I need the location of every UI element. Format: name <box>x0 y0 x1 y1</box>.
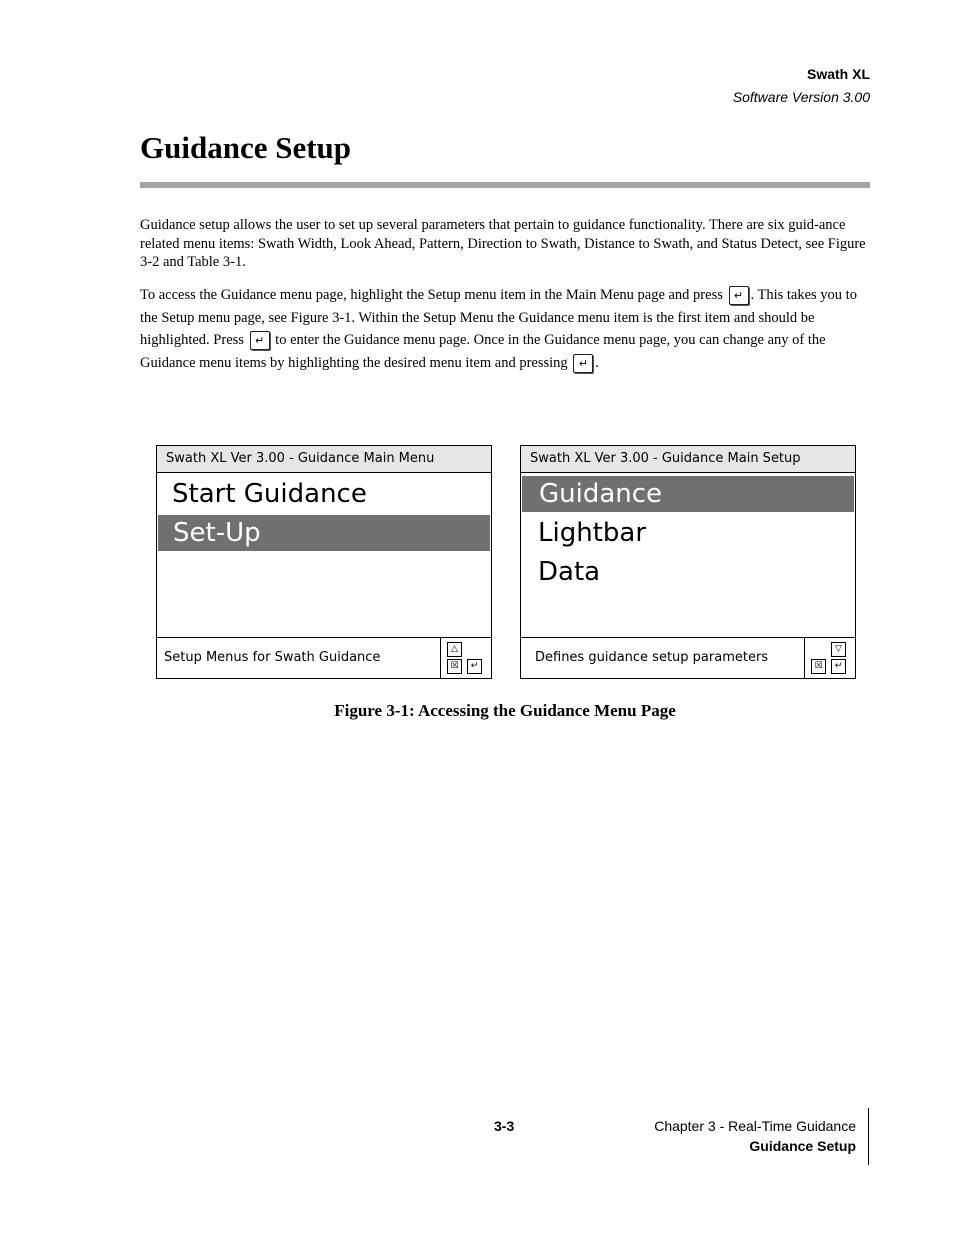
footer-icons <box>804 638 855 678</box>
screen-title: Swath XL Ver 3.00 - Guidance Main Setup <box>521 446 855 473</box>
main-menu-screen <box>156 445 492 679</box>
menu-item-lightbar[interactable]: Lightbar <box>538 518 647 548</box>
up-arrow-icon[interactable]: △ <box>447 642 462 657</box>
menu-item-start-guidance[interactable]: Start Guidance <box>172 479 367 509</box>
intro-paragraph: Guidance setup allows the user to set up several parameters that pertain to guidance functionality. There are six guid-ance related menu items: Swath Width, Look Ahead, Pattern, Direction to Swath, Distance to Swath, and Status Detect, see Figure 3-2 and Table 3-1. <box>140 217 866 270</box>
down-arrow-icon[interactable]: ▽ <box>831 642 846 657</box>
access-text-4: . <box>595 354 599 371</box>
menu-item-set-up[interactable]: Set-Up <box>158 515 490 551</box>
cancel-x-icon[interactable]: ☒ <box>447 659 462 674</box>
figure-caption: Figure 3-1: Accessing the Guidance Menu Page <box>334 701 676 720</box>
enter-key-icon: ↵ <box>729 286 749 305</box>
footer-section: Guidance Setup <box>749 1138 856 1154</box>
footer-rule <box>868 1108 869 1165</box>
menu-item-guidance[interactable]: Guidance <box>522 476 854 512</box>
enter-key-icon[interactable]: ↵ <box>831 659 846 674</box>
header-version: Software Version 3.00 <box>732 89 870 105</box>
menu-item-data[interactable]: Data <box>538 557 601 587</box>
enter-key-icon: ↵ <box>573 354 593 373</box>
access-text-2: . This takes you to the Setup menu page, see Figure 3-1. Within the Setup Menu the Guidance menu item is the first item and should be highlighted. Press <box>140 287 857 348</box>
access-text-1: To access the Guidance menu page, highlight the Setup menu item in the Main Menu page and press <box>140 287 723 303</box>
screen-footer <box>157 637 491 678</box>
main-setup-screen <box>520 445 856 679</box>
enter-key-icon: ↵ <box>250 331 270 350</box>
screen-title: Swath XL Ver 3.00 - Guidance Main Menu <box>157 446 491 473</box>
footer-help-text: Defines guidance setup parameters <box>535 650 769 665</box>
page-number: 3-3 <box>494 1118 515 1134</box>
access-paragraph <box>140 284 870 374</box>
footer-icons <box>440 638 491 678</box>
page-title: Guidance Setup <box>140 130 352 165</box>
footer-help-text: Setup Menus for Swath Guidance <box>164 650 381 665</box>
access-text-3: to enter the Guidance menu page. Once in the Guidance menu page, you can change any of the Guidance menu items by highlighting the desired menu item and pressing <box>140 332 826 371</box>
header-product: Swath XL <box>806 66 870 82</box>
cancel-x-icon[interactable]: ☒ <box>811 659 826 674</box>
footer-chapter: Chapter 3 - Real-Time Guidance <box>654 1118 856 1134</box>
enter-key-icon[interactable]: ↵ <box>467 659 482 674</box>
screen-footer <box>521 637 855 678</box>
title-rule <box>140 182 870 188</box>
